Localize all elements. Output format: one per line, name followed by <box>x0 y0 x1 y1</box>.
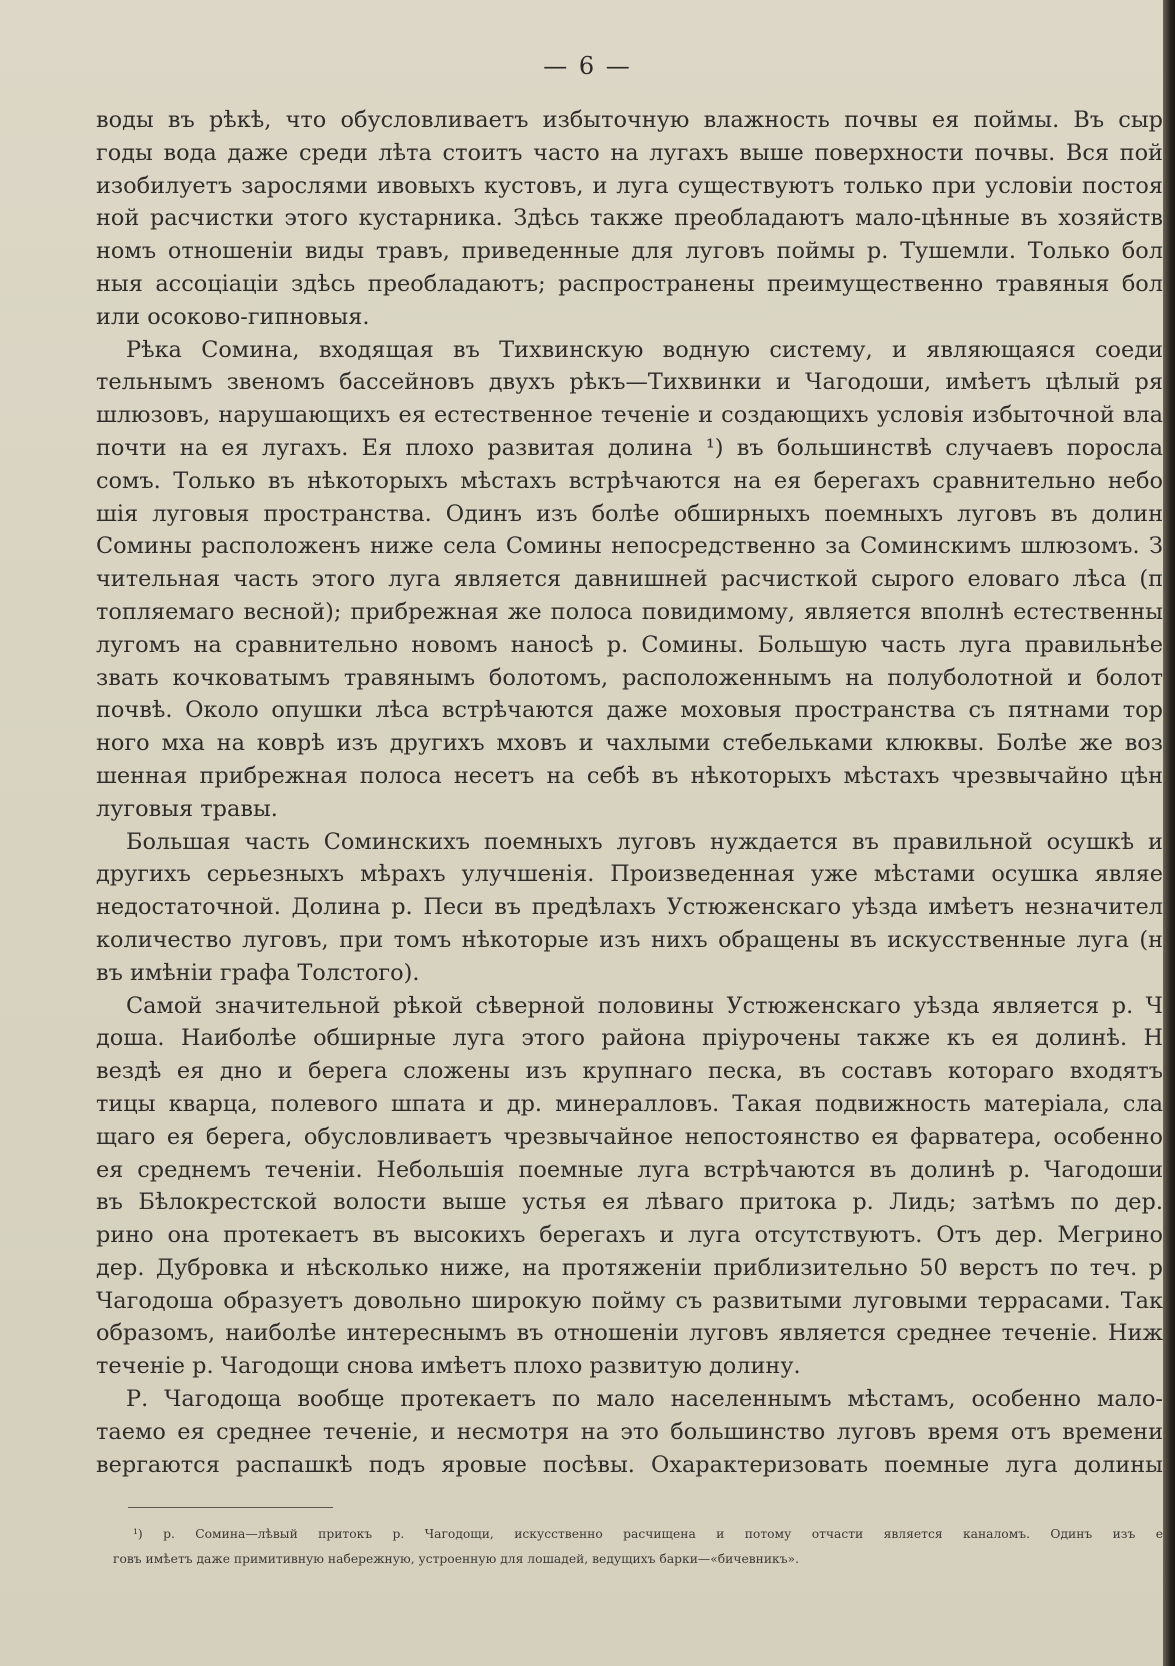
text-line: Самой значительной рѣкой сѣверной половины Устюженскаго уѣзда является р. Ч <box>126 992 1163 1019</box>
main-text-block <box>96 104 1163 1481</box>
text-line: недостаточной. Долина р. Песи въ предѣлахъ Устюженскаго уѣзда имѣетъ незначител <box>96 894 1163 921</box>
text-line: количество луговъ, при томъ нѣкоторые изъ нихъ обращены въ искусственные луга (н <box>96 926 1163 953</box>
text-line: шенная прибрежная полоса несетъ на себѣ въ нѣкоторыхъ мѣстахъ чрезвычайно цѣн <box>96 762 1163 789</box>
text-line: другихъ серьезныхъ мѣрахъ улучшенія. Произведенная уже мѣстами осушка являе <box>96 861 1163 888</box>
text-line: Сомины расположенъ ниже села Сомины непосредственно за Соминскимъ шлюзомъ. З <box>96 533 1163 560</box>
text-line: Р. Чагодоща вообще протекаетъ по мало населеннымъ мѣстамъ, особенно мало- <box>126 1386 1163 1413</box>
text-line: ного мха на коврѣ изъ другихъ мховъ и чахлыми стебельками клюквы. Болѣе же воз <box>96 730 1163 757</box>
text-line: лугомъ на сравнительно новомъ наносѣ р. Сомины. Большую часть луга правильнѣе <box>96 631 1163 658</box>
text-line: теченіе р. Чагодощи снова имѣетъ плохо развитую долину. <box>96 1353 801 1380</box>
text-line: ныя ассоціаціи здѣсь преобладаютъ; распространены преимущественно травяныя бол <box>96 270 1163 297</box>
text-line: таемо ея среднее теченіе, и несмотря на это большинство луговъ время отъ времени <box>96 1418 1163 1445</box>
text-line: почти на ея лугахъ. Ея плохо развитая долина ¹) въ большинствѣ случаевъ поросла <box>96 434 1163 461</box>
text-line: шія луговыя пространства. Одинъ изъ болѣе обширныхъ поемныхъ луговъ въ долин <box>96 500 1163 527</box>
text-line: изобилуетъ зарослями ивовыхъ кустовъ, и луга существуютъ только при условіи постоя <box>96 172 1163 199</box>
footnote-line: ¹) р. Сомина—лѣвый притокъ р. Чагодощи, искусственно расчищена и потому отчасти является каналомъ. Одинъ изъ е <box>133 1527 1163 1541</box>
text-line: образомъ, наиболѣе интереснымъ въ отношеніи луговъ является среднее теченіе. Ниж <box>96 1320 1163 1347</box>
text-line: ной расчистки этого кустарника. Здѣсь также преобладаютъ мало-цѣнные въ хозяйств <box>96 205 1163 232</box>
text-line: номъ отношеніи виды травъ, приведенные для луговъ поймы р. Тушемли. Только бол <box>96 238 1163 265</box>
text-line: воды въ рѣкѣ, что обусловливаетъ избыточную влажность почвы ея поймы. Въ сыр <box>96 107 1163 133</box>
text-line: шлюзовъ, нарушающихъ ея естественное теченіе и создающихъ условія избыточной вла <box>96 402 1163 429</box>
text-line: Рѣка Сомина, входящая въ Тихвинскую водную систему, и являющаяся соеди <box>126 336 1163 363</box>
text-line: дер. Дубровка и нѣсколько ниже, на протяженіи приблизительно 50 верстъ по теч. р <box>96 1254 1163 1281</box>
text-line: луговыя травы. <box>96 795 278 822</box>
text-line: вездѣ ея дно и берега сложены изъ крупнаго песка, въ составъ котораго входятъ <box>96 1058 1163 1085</box>
text-line: вергаются распашкѣ подъ яровые посѣвы. Охарактеризовать поемные луга долины <box>96 1451 1163 1478</box>
text-line: щаго ея берега, обусловливаетъ чрезвычайное непостоянство ея фарватера, особенно <box>96 1123 1163 1150</box>
text-line: рино она протекаетъ въ высокихъ берегахъ и луга отсутствуютъ. Отъ дер. Мегрино <box>96 1222 1163 1249</box>
book-spine-shadow <box>1163 0 1175 1666</box>
text-line: доша. Наиболѣе обширные луга этого района пріурочены также къ ея долинѣ. Н <box>96 1025 1163 1052</box>
text-line: Чагодоша образуетъ довольно широкую пойму съ развитыми луговыми террасами. Так <box>96 1287 1163 1314</box>
text-line: сомъ. Только въ нѣкоторыхъ мѣстахъ встрѣчаются на ея берегахъ сравнительно небо <box>96 467 1163 494</box>
footnote-block <box>113 1522 1163 1572</box>
text-line: почвѣ. Около опушки лѣса встрѣчаются даже моховыя пространства съ пятнами тор <box>96 697 1163 724</box>
text-line: тельнымъ звеномъ бассейновъ двухъ рѣкъ—Тихвинки и Чагодоши, имѣетъ цѣлый ря <box>96 369 1163 396</box>
text-line: ея среднемъ теченіи. Небольшія поемные луга встрѣчаются въ долинѣ р. Чагодоши <box>96 1156 1163 1183</box>
text-line: въ Бѣлокрестской волости выше устья ея лѣваго притока р. Лидь; затѣмъ по дер. <box>96 1189 1163 1216</box>
text-line: тицы кварца, полевого шпата и др. минералловъ. Такая подвижность матеріала, сла <box>96 1090 1163 1117</box>
footnote-divider <box>128 1507 333 1508</box>
text-line: топляемаго весной); прибрежная же полоса повидимому, является вполнѣ естественны <box>96 598 1163 625</box>
text-line: чительная часть этого луга является давнишней расчисткой сырого еловаго лѣса (п <box>96 566 1163 593</box>
text-line: годы вода даже среди лѣта стоитъ часто на лугахъ выше поверхности почвы. Вся пой <box>96 139 1163 166</box>
text-line: Большая часть Соминскихъ поемныхъ луговъ нуждается въ правильной осушкѣ и <box>126 828 1163 855</box>
footnote-line: говъ имѣетъ даже примитивную набережную, устроенную для лошадей, ведущихъ барки—«бичевникъ». <box>113 1552 799 1566</box>
text-line: звать кочковатымъ травянымъ болотомъ, расположеннымъ на полуболотной и болот <box>96 664 1163 691</box>
text-line: или осоково-гипновыя. <box>96 303 370 330</box>
text-line: въ имѣніи графа Толстого). <box>96 959 420 986</box>
page-number: — 6 — <box>543 52 632 80</box>
